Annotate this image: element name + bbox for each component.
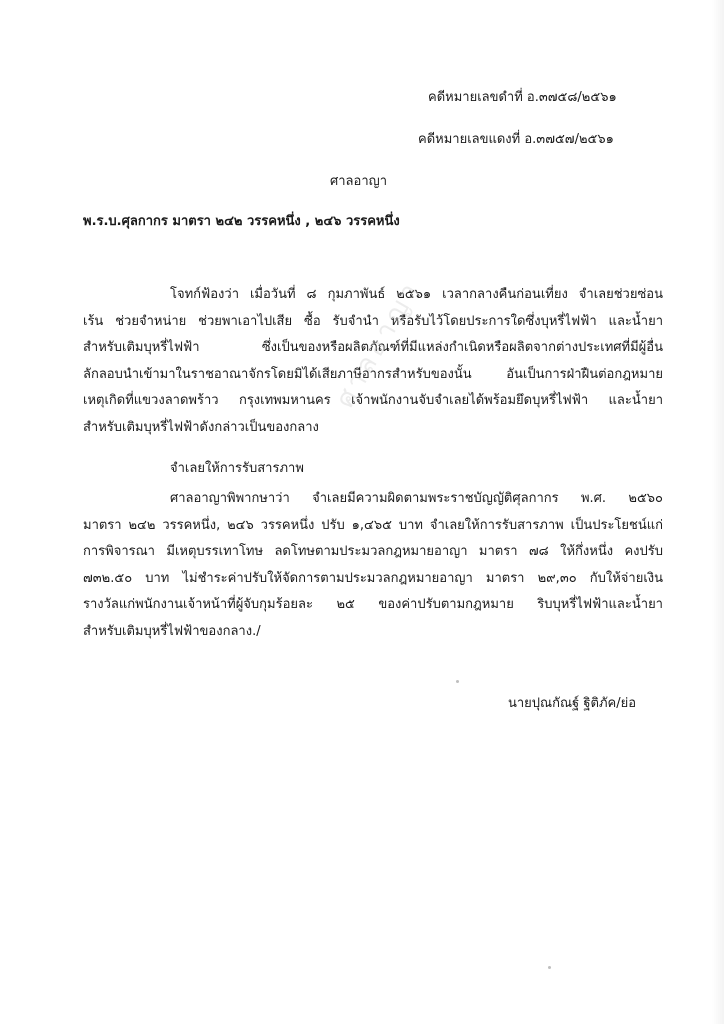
complaint-line: ลักลอบนำเข้ามาในราชอาณาจักรโดยมิได้เสียภาษีอากรสำหรับของนั้น อันเป็นการฝ่าฝืนต่อกฎหมาย	[83, 366, 663, 382]
judgment-line: รางวัลแก่พนักงานเจ้าหน้าที่ผู้จับกุมร้อยละ ๒๕ ของค่าปรับตามกฎหมาย ริบบุหรี่ไฟฟ้าและน้ำยา	[83, 597, 663, 612]
complaint-line: เหตุเกิดที่แขวงลาดพร้าว กรุงเทพมหานคร เจ้าพนักงานจับจำเลยได้พร้อมยึดบุหรี่ไฟฟ้า และน้ำยา	[83, 393, 663, 408]
complaint-line: สำหรับเติมบุหรี่ไฟฟ้าดังกล่าวเป็นของกลาง	[83, 419, 319, 435]
plea-statement: จำเลยให้การรับสารภาพ	[170, 461, 304, 476]
judgment-line: มาตรา ๒๔๒ วรรคหนึ่ง, ๒๔๖ วรรคหนึ่ง ปรับ ๑,๔๖๕ บาท จำเลยให้การรับสารภาพ เป็นประโยชน์แก่	[83, 517, 663, 533]
complaint-line: สำหรับเติมบุหรี่ไฟฟ้า ซึ่งเป็นของหรือผลิตภัณฑ์ที่มีแหล่งกำเนิดหรือผลิตจากต่างประเทศที่มีผู้อื่น	[83, 340, 663, 355]
judgment-line: ๗๓๒.๕๐ บาท ไม่ชำระค่าปรับให้จัดการตามประมวลกฎหมายอาญา มาตรา ๒๙,๓๐ กับให้จ่ายเงิน	[83, 570, 663, 586]
complaint-line: โจทก์ฟ้องว่า เมื่อวันที่ ๘ กุมภาพันธ์ ๒๕๖๑ เวลากลางคืนก่อนเที่ยง จำเลยช่วยซ่อน	[170, 287, 663, 302]
scan-edge-shadow	[712, 0, 724, 1024]
scan-speck	[456, 680, 459, 683]
judgment-paragraph	[83, 486, 663, 645]
law-reference: พ.ร.บ.ศุลกากร มาตรา ๒๔๒ วรรคหนึ่ง , ๒๔๖ วรรคหนึ่ง	[83, 214, 400, 229]
court-watermark: ศาลอาญา	[330, 275, 428, 413]
red-case-number: คดีหมายเลขแดงที่ อ.๓๗๕๗/๒๕๖๑	[418, 132, 614, 147]
complaint-line: เร้น ช่วยจำหน่าย ช่วยพาเอาไปเสีย ซื้อ รับจำนำ หรือรับไว้โดยประการใดซึ่งบุหรี่ไฟฟ้า และน้ำยา	[83, 313, 663, 329]
signature-line: นายปุณกัณฐ์ ฐิติภัค/ย่อ	[508, 696, 637, 711]
scan-speck	[548, 966, 551, 969]
judgment-line: ศาลอาญาพิพากษาว่า จำเลยมีความผิดตามพระราชบัญญัติศุลกากร พ.ศ. ๒๕๖๐	[170, 491, 663, 506]
court-name: ศาลอาญา	[330, 174, 388, 189]
judgment-line: สำหรับเติมบุหรี่ไฟฟ้าของกลาง./	[83, 623, 261, 639]
judgment-line: การพิจารณา มีเหตุบรรเทาโทษ ลดโทษตามประมวลกฎหมายอาญา มาตรา ๗๘ ให้กึ่งหนึ่ง คงปรับ	[83, 544, 663, 559]
black-case-number: คดีหมายเลขดำที่ อ.๓๗๕๘/๒๕๖๑	[428, 90, 617, 105]
